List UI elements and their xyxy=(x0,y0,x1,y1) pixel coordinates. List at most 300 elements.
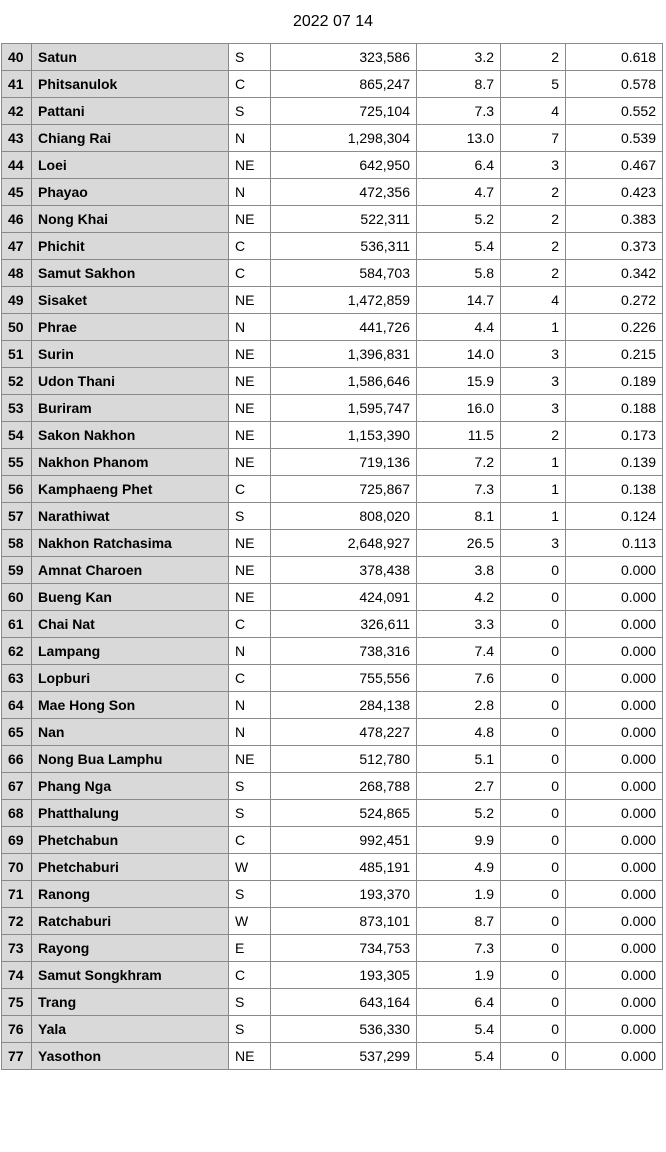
region-cell: N xyxy=(229,638,271,665)
region-cell: NE xyxy=(229,341,271,368)
province-cell: Loei xyxy=(32,152,229,179)
table-row xyxy=(2,206,663,233)
table-row xyxy=(2,827,663,854)
region-cell: NE xyxy=(229,422,271,449)
table-row xyxy=(2,638,663,665)
population-cell: 485,191 xyxy=(271,854,417,881)
table-row xyxy=(2,881,663,908)
rank-cell: 71 xyxy=(2,881,32,908)
table-row xyxy=(2,746,663,773)
province-cell: Nong Khai xyxy=(32,206,229,233)
region-cell: S xyxy=(229,800,271,827)
population-cell: 424,091 xyxy=(271,584,417,611)
region-cell: NE xyxy=(229,584,271,611)
rank-cell: 60 xyxy=(2,584,32,611)
region-cell: C xyxy=(229,260,271,287)
population-cell: 193,370 xyxy=(271,881,417,908)
rank-cell: 68 xyxy=(2,800,32,827)
count-cell: 1 xyxy=(501,449,566,476)
count-cell: 1 xyxy=(501,476,566,503)
count-cell: 1 xyxy=(501,314,566,341)
region-cell: E xyxy=(229,935,271,962)
table-row xyxy=(2,233,663,260)
rank-cell: 40 xyxy=(2,44,32,71)
province-cell: Phitsanulok xyxy=(32,71,229,98)
region-cell: NE xyxy=(229,1043,271,1070)
count-cell: 4 xyxy=(501,287,566,314)
region-cell: C xyxy=(229,827,271,854)
table-row xyxy=(2,341,663,368)
share-cell: 14.7 xyxy=(417,287,501,314)
rate-cell: 0.342 xyxy=(566,260,663,287)
population-cell: 719,136 xyxy=(271,449,417,476)
population-cell: 1,396,831 xyxy=(271,341,417,368)
count-cell: 0 xyxy=(501,881,566,908)
province-cell: Sisaket xyxy=(32,287,229,314)
share-cell: 3.3 xyxy=(417,611,501,638)
table-body xyxy=(2,44,663,1070)
count-cell: 0 xyxy=(501,1043,566,1070)
rate-cell: 0.467 xyxy=(566,152,663,179)
share-cell: 3.8 xyxy=(417,557,501,584)
rate-cell: 0.000 xyxy=(566,962,663,989)
count-cell: 0 xyxy=(501,692,566,719)
province-cell: Lampang xyxy=(32,638,229,665)
count-cell: 0 xyxy=(501,638,566,665)
rank-cell: 54 xyxy=(2,422,32,449)
region-cell: S xyxy=(229,503,271,530)
table-row xyxy=(2,935,663,962)
share-cell: 4.4 xyxy=(417,314,501,341)
rate-cell: 0.173 xyxy=(566,422,663,449)
province-table xyxy=(1,43,663,1070)
rate-cell: 0.000 xyxy=(566,557,663,584)
population-cell: 478,227 xyxy=(271,719,417,746)
share-cell: 5.2 xyxy=(417,800,501,827)
table-row xyxy=(2,692,663,719)
table-row xyxy=(2,962,663,989)
table-row xyxy=(2,152,663,179)
count-cell: 1 xyxy=(501,503,566,530)
region-cell: S xyxy=(229,1016,271,1043)
count-cell: 0 xyxy=(501,584,566,611)
rank-cell: 74 xyxy=(2,962,32,989)
region-cell: C xyxy=(229,665,271,692)
province-cell: Samut Songkhram xyxy=(32,962,229,989)
province-cell: Trang xyxy=(32,989,229,1016)
table-row xyxy=(2,611,663,638)
share-cell: 26.5 xyxy=(417,530,501,557)
table-row xyxy=(2,476,663,503)
province-cell: Kamphaeng Phet xyxy=(32,476,229,503)
region-cell: S xyxy=(229,44,271,71)
share-cell: 5.8 xyxy=(417,260,501,287)
province-cell: Ranong xyxy=(32,881,229,908)
table-row xyxy=(2,800,663,827)
rank-cell: 49 xyxy=(2,287,32,314)
population-cell: 536,330 xyxy=(271,1016,417,1043)
rate-cell: 0.000 xyxy=(566,1043,663,1070)
rank-cell: 44 xyxy=(2,152,32,179)
share-cell: 7.3 xyxy=(417,98,501,125)
population-cell: 865,247 xyxy=(271,71,417,98)
table-row xyxy=(2,503,663,530)
rate-cell: 0.383 xyxy=(566,206,663,233)
share-cell: 13.0 xyxy=(417,125,501,152)
province-cell: Pattani xyxy=(32,98,229,125)
count-cell: 0 xyxy=(501,719,566,746)
region-cell: NE xyxy=(229,449,271,476)
share-cell: 9.9 xyxy=(417,827,501,854)
region-cell: NE xyxy=(229,287,271,314)
province-cell: Udon Thani xyxy=(32,368,229,395)
population-cell: 2,648,927 xyxy=(271,530,417,557)
count-cell: 0 xyxy=(501,611,566,638)
count-cell: 4 xyxy=(501,98,566,125)
region-cell: W xyxy=(229,854,271,881)
count-cell: 3 xyxy=(501,152,566,179)
province-cell: Nan xyxy=(32,719,229,746)
count-cell: 2 xyxy=(501,44,566,71)
count-cell: 0 xyxy=(501,746,566,773)
share-cell: 4.8 xyxy=(417,719,501,746)
share-cell: 4.2 xyxy=(417,584,501,611)
rank-cell: 52 xyxy=(2,368,32,395)
province-cell: Phayao xyxy=(32,179,229,206)
population-cell: 512,780 xyxy=(271,746,417,773)
count-cell: 2 xyxy=(501,422,566,449)
table-row xyxy=(2,449,663,476)
share-cell: 15.9 xyxy=(417,368,501,395)
rate-cell: 0.138 xyxy=(566,476,663,503)
population-cell: 323,586 xyxy=(271,44,417,71)
share-cell: 5.2 xyxy=(417,206,501,233)
region-cell: NE xyxy=(229,206,271,233)
rank-cell: 43 xyxy=(2,125,32,152)
rank-cell: 69 xyxy=(2,827,32,854)
region-cell: C xyxy=(229,71,271,98)
rate-cell: 0.000 xyxy=(566,746,663,773)
share-cell: 7.4 xyxy=(417,638,501,665)
share-cell: 7.2 xyxy=(417,449,501,476)
province-cell: Phichit xyxy=(32,233,229,260)
province-cell: Narathiwat xyxy=(32,503,229,530)
rank-cell: 50 xyxy=(2,314,32,341)
table-row xyxy=(2,908,663,935)
province-cell: Nong Bua Lamphu xyxy=(32,746,229,773)
rate-cell: 0.000 xyxy=(566,692,663,719)
count-cell: 3 xyxy=(501,530,566,557)
rate-cell: 0.000 xyxy=(566,611,663,638)
rate-cell: 0.226 xyxy=(566,314,663,341)
population-cell: 537,299 xyxy=(271,1043,417,1070)
rate-cell: 0.000 xyxy=(566,827,663,854)
rate-cell: 0.113 xyxy=(566,530,663,557)
table-row xyxy=(2,584,663,611)
rate-cell: 0.000 xyxy=(566,1016,663,1043)
share-cell: 6.4 xyxy=(417,989,501,1016)
province-cell: Phetchabun xyxy=(32,827,229,854)
population-cell: 268,788 xyxy=(271,773,417,800)
table-row xyxy=(2,719,663,746)
share-cell: 8.1 xyxy=(417,503,501,530)
rate-cell: 0.000 xyxy=(566,584,663,611)
count-cell: 7 xyxy=(501,125,566,152)
region-cell: S xyxy=(229,773,271,800)
rate-cell: 0.215 xyxy=(566,341,663,368)
rank-cell: 46 xyxy=(2,206,32,233)
rate-cell: 0.000 xyxy=(566,935,663,962)
count-cell: 2 xyxy=(501,233,566,260)
rate-cell: 0.000 xyxy=(566,989,663,1016)
rate-cell: 0.373 xyxy=(566,233,663,260)
share-cell: 7.3 xyxy=(417,476,501,503)
province-cell: Nakhon Ratchasima xyxy=(32,530,229,557)
population-cell: 755,556 xyxy=(271,665,417,692)
province-cell: Ratchaburi xyxy=(32,908,229,935)
population-cell: 536,311 xyxy=(271,233,417,260)
region-cell: N xyxy=(229,125,271,152)
region-cell: C xyxy=(229,233,271,260)
population-cell: 522,311 xyxy=(271,206,417,233)
region-cell: N xyxy=(229,314,271,341)
rate-cell: 0.000 xyxy=(566,908,663,935)
region-cell: NE xyxy=(229,746,271,773)
rate-cell: 0.000 xyxy=(566,854,663,881)
rate-cell: 0.000 xyxy=(566,773,663,800)
rank-cell: 55 xyxy=(2,449,32,476)
rate-cell: 0.539 xyxy=(566,125,663,152)
region-cell: C xyxy=(229,962,271,989)
count-cell: 2 xyxy=(501,206,566,233)
population-cell: 738,316 xyxy=(271,638,417,665)
share-cell: 5.1 xyxy=(417,746,501,773)
share-cell: 16.0 xyxy=(417,395,501,422)
table-row xyxy=(2,125,663,152)
count-cell: 3 xyxy=(501,341,566,368)
share-cell: 5.4 xyxy=(417,1043,501,1070)
table-row xyxy=(2,395,663,422)
population-cell: 1,153,390 xyxy=(271,422,417,449)
rank-cell: 72 xyxy=(2,908,32,935)
table-row xyxy=(2,422,663,449)
population-cell: 193,305 xyxy=(271,962,417,989)
region-cell: N xyxy=(229,692,271,719)
region-cell: NE xyxy=(229,152,271,179)
share-cell: 7.3 xyxy=(417,935,501,962)
rank-cell: 63 xyxy=(2,665,32,692)
province-cell: Buriram xyxy=(32,395,229,422)
share-cell: 6.4 xyxy=(417,152,501,179)
table-row xyxy=(2,287,663,314)
province-cell: Surin xyxy=(32,341,229,368)
region-cell: C xyxy=(229,611,271,638)
rank-cell: 66 xyxy=(2,746,32,773)
rank-cell: 47 xyxy=(2,233,32,260)
population-cell: 725,104 xyxy=(271,98,417,125)
population-cell: 725,867 xyxy=(271,476,417,503)
population-cell: 642,950 xyxy=(271,152,417,179)
rank-cell: 75 xyxy=(2,989,32,1016)
share-cell: 2.7 xyxy=(417,773,501,800)
table-row xyxy=(2,44,663,71)
table-row xyxy=(2,71,663,98)
count-cell: 0 xyxy=(501,1016,566,1043)
count-cell: 2 xyxy=(501,179,566,206)
population-cell: 992,451 xyxy=(271,827,417,854)
province-cell: Phetchaburi xyxy=(32,854,229,881)
population-cell: 1,298,304 xyxy=(271,125,417,152)
table-row xyxy=(2,1016,663,1043)
rank-cell: 59 xyxy=(2,557,32,584)
table-row xyxy=(2,1043,663,1070)
population-cell: 441,726 xyxy=(271,314,417,341)
table-row xyxy=(2,557,663,584)
table-row xyxy=(2,368,663,395)
count-cell: 3 xyxy=(501,368,566,395)
rate-cell: 0.189 xyxy=(566,368,663,395)
population-cell: 378,438 xyxy=(271,557,417,584)
population-cell: 326,611 xyxy=(271,611,417,638)
count-cell: 0 xyxy=(501,557,566,584)
rank-cell: 67 xyxy=(2,773,32,800)
rate-cell: 0.124 xyxy=(566,503,663,530)
province-cell: Bueng Kan xyxy=(32,584,229,611)
table-row xyxy=(2,854,663,881)
share-cell: 11.5 xyxy=(417,422,501,449)
province-cell: Sakon Nakhon xyxy=(32,422,229,449)
region-cell: W xyxy=(229,908,271,935)
count-cell: 0 xyxy=(501,989,566,1016)
rank-cell: 42 xyxy=(2,98,32,125)
count-cell: 3 xyxy=(501,395,566,422)
population-cell: 1,586,646 xyxy=(271,368,417,395)
share-cell: 2.8 xyxy=(417,692,501,719)
population-cell: 524,865 xyxy=(271,800,417,827)
population-cell: 734,753 xyxy=(271,935,417,962)
share-cell: 3.2 xyxy=(417,44,501,71)
province-cell: Lopburi xyxy=(32,665,229,692)
count-cell: 5 xyxy=(501,71,566,98)
rank-cell: 77 xyxy=(2,1043,32,1070)
region-cell: C xyxy=(229,476,271,503)
population-cell: 808,020 xyxy=(271,503,417,530)
share-cell: 8.7 xyxy=(417,908,501,935)
count-cell: 0 xyxy=(501,908,566,935)
province-cell: Chai Nat xyxy=(32,611,229,638)
rate-cell: 0.618 xyxy=(566,44,663,71)
count-cell: 2 xyxy=(501,260,566,287)
rate-cell: 0.000 xyxy=(566,800,663,827)
rank-cell: 51 xyxy=(2,341,32,368)
province-cell: Yala xyxy=(32,1016,229,1043)
rate-cell: 0.188 xyxy=(566,395,663,422)
count-cell: 0 xyxy=(501,854,566,881)
table-row xyxy=(2,179,663,206)
region-cell: S xyxy=(229,989,271,1016)
share-cell: 1.9 xyxy=(417,962,501,989)
rate-cell: 0.139 xyxy=(566,449,663,476)
rate-cell: 0.000 xyxy=(566,881,663,908)
region-cell: NE xyxy=(229,557,271,584)
region-cell: NE xyxy=(229,368,271,395)
share-cell: 5.4 xyxy=(417,233,501,260)
province-cell: Phrae xyxy=(32,314,229,341)
rank-cell: 65 xyxy=(2,719,32,746)
province-cell: Nakhon Phanom xyxy=(32,449,229,476)
count-cell: 0 xyxy=(501,665,566,692)
region-cell: NE xyxy=(229,395,271,422)
count-cell: 0 xyxy=(501,773,566,800)
rate-cell: 0.000 xyxy=(566,638,663,665)
province-cell: Yasothon xyxy=(32,1043,229,1070)
rank-cell: 62 xyxy=(2,638,32,665)
rank-cell: 61 xyxy=(2,611,32,638)
table-row xyxy=(2,530,663,557)
province-cell: Phang Nga xyxy=(32,773,229,800)
count-cell: 0 xyxy=(501,827,566,854)
population-cell: 1,472,859 xyxy=(271,287,417,314)
rank-cell: 57 xyxy=(2,503,32,530)
count-cell: 0 xyxy=(501,935,566,962)
population-cell: 1,595,747 xyxy=(271,395,417,422)
table-row xyxy=(2,773,663,800)
count-cell: 0 xyxy=(501,962,566,989)
province-cell: Amnat Charoen xyxy=(32,557,229,584)
table-row xyxy=(2,98,663,125)
province-cell: Chiang Rai xyxy=(32,125,229,152)
page-title: 2022 07 14 xyxy=(292,13,374,30)
rank-cell: 41 xyxy=(2,71,32,98)
share-cell: 4.9 xyxy=(417,854,501,881)
province-cell: Satun xyxy=(32,44,229,71)
share-cell: 7.6 xyxy=(417,665,501,692)
rank-cell: 45 xyxy=(2,179,32,206)
region-cell: S xyxy=(229,881,271,908)
population-cell: 472,356 xyxy=(271,179,417,206)
province-cell: Samut Sakhon xyxy=(32,260,229,287)
rank-cell: 56 xyxy=(2,476,32,503)
region-cell: NE xyxy=(229,530,271,557)
table-row xyxy=(2,260,663,287)
rank-cell: 73 xyxy=(2,935,32,962)
table-row xyxy=(2,989,663,1016)
region-cell: S xyxy=(229,98,271,125)
table-row xyxy=(2,314,663,341)
region-cell: N xyxy=(229,719,271,746)
province-cell: Mae Hong Son xyxy=(32,692,229,719)
rank-cell: 64 xyxy=(2,692,32,719)
count-cell: 0 xyxy=(501,800,566,827)
rank-cell: 76 xyxy=(2,1016,32,1043)
province-cell: Rayong xyxy=(32,935,229,962)
region-cell: N xyxy=(229,179,271,206)
rank-cell: 53 xyxy=(2,395,32,422)
population-cell: 643,164 xyxy=(271,989,417,1016)
rank-cell: 70 xyxy=(2,854,32,881)
rank-cell: 58 xyxy=(2,530,32,557)
rate-cell: 0.000 xyxy=(566,665,663,692)
rate-cell: 0.552 xyxy=(566,98,663,125)
table-row xyxy=(2,665,663,692)
share-cell: 8.7 xyxy=(417,71,501,98)
rate-cell: 0.272 xyxy=(566,287,663,314)
rate-cell: 0.423 xyxy=(566,179,663,206)
population-cell: 873,101 xyxy=(271,908,417,935)
population-cell: 284,138 xyxy=(271,692,417,719)
province-cell: Phatthalung xyxy=(32,800,229,827)
share-cell: 1.9 xyxy=(417,881,501,908)
